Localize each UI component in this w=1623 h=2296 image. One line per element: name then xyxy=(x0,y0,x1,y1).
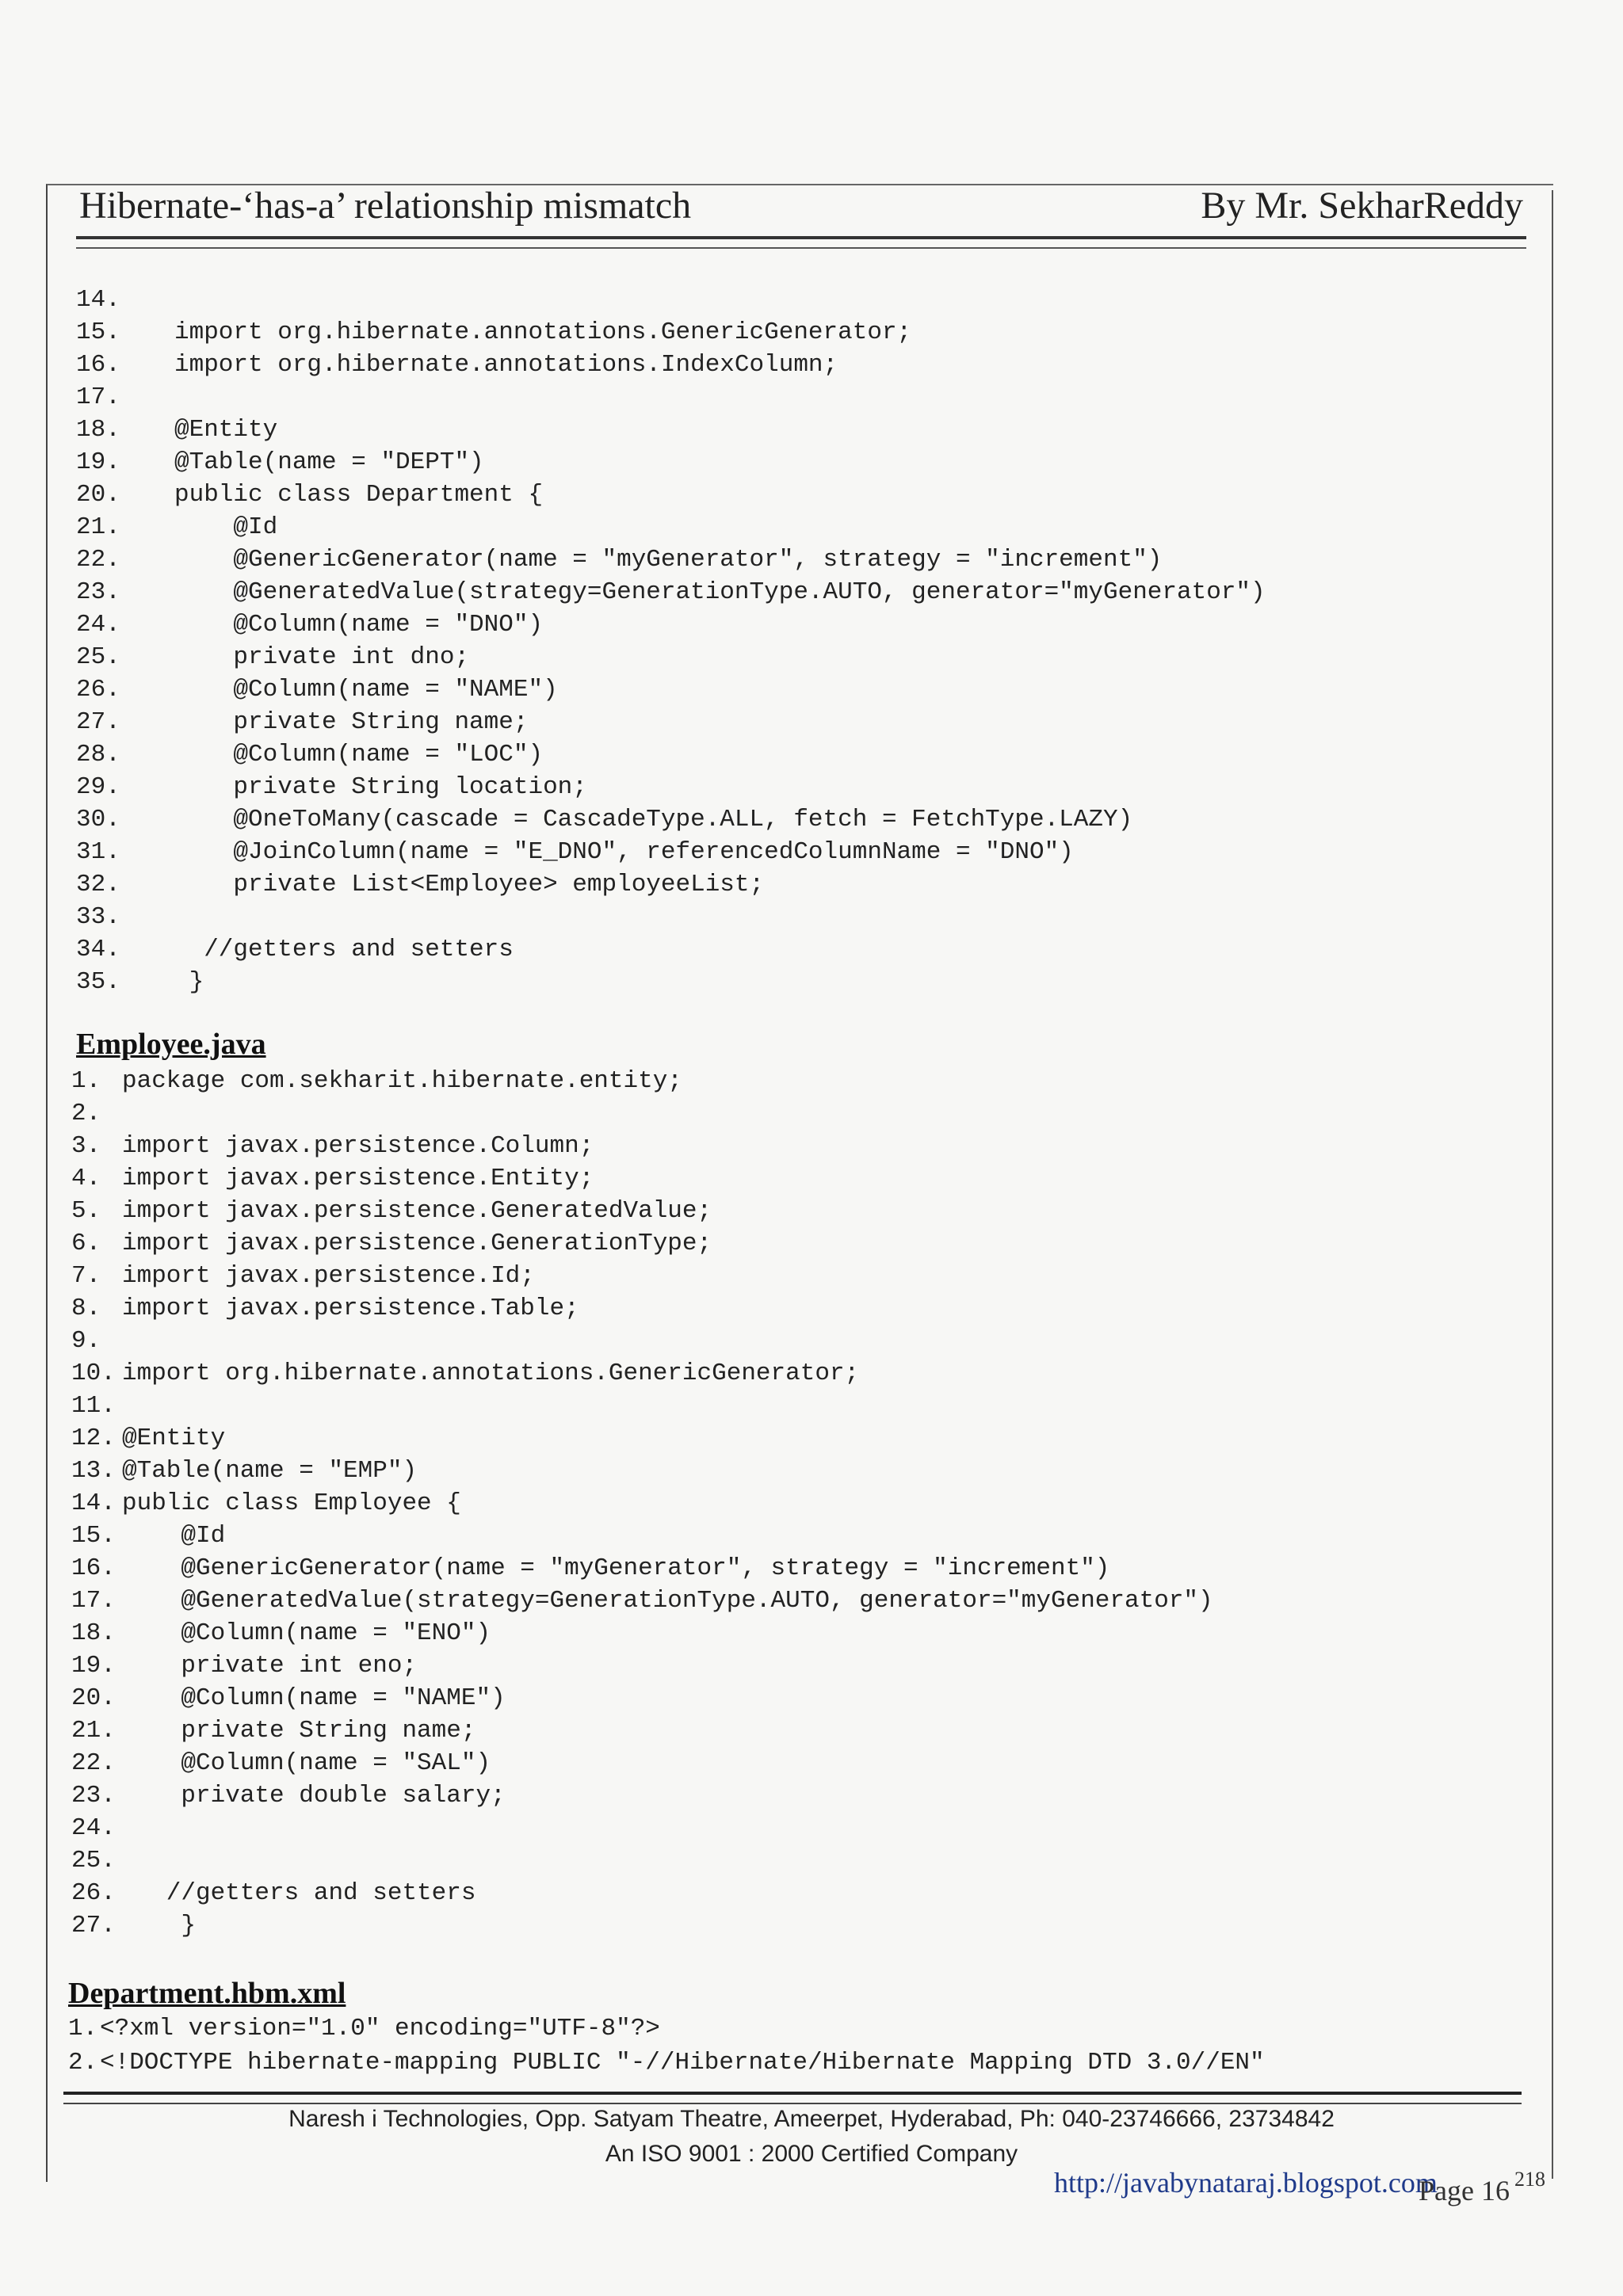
line-number: 13. xyxy=(71,1457,116,1485)
code-text: <!DOCTYPE hibernate-mapping PUBLIC "-//Hibernate/Hibernate Mapping DTD 3.0//EN" xyxy=(100,2049,1265,2077)
code-text: @Id xyxy=(174,513,278,541)
code-line xyxy=(71,1747,491,1779)
line-number: 1. xyxy=(68,2015,98,2042)
code-text: private String name; xyxy=(122,1717,476,1745)
line-number: 32. xyxy=(76,871,120,898)
code-text: @Column(name = "NAME") xyxy=(122,1684,506,1712)
code-line xyxy=(71,1585,1213,1617)
line-number: 14. xyxy=(76,286,120,314)
line-number: 21. xyxy=(76,513,120,541)
line-number: 2. xyxy=(71,1100,101,1127)
code-text: import javax.persistence.Column; xyxy=(122,1132,594,1160)
code-line xyxy=(76,511,277,543)
header-rule xyxy=(76,236,1526,249)
code-text: @Entity xyxy=(174,416,278,444)
line-number: 23. xyxy=(76,578,120,606)
code-text: @OneToMany(cascade = CascadeType.ALL, fetch = FetchType.LAZY) xyxy=(174,806,1133,833)
page-number xyxy=(1419,2168,1545,2207)
code-line xyxy=(76,576,1266,608)
code-line xyxy=(76,316,911,349)
line-number: 20. xyxy=(76,481,120,509)
line-number: 30. xyxy=(76,806,120,833)
line-number: 9. xyxy=(71,1327,101,1355)
footer-address: Naresh i Technologies, Opp. Satyam Theatre, Ameerpet, Hyderabad, Ph: 040-23746666, 23734842 xyxy=(288,2106,1335,2132)
code-line xyxy=(71,1617,491,1650)
code-text: @GenericGenerator(name = "myGenerator", strategy = "increment") xyxy=(122,1554,1110,1582)
line-number: 27. xyxy=(76,708,120,736)
line-number: 11. xyxy=(71,1392,116,1420)
line-number: 8. xyxy=(71,1295,101,1322)
line-number: 20. xyxy=(71,1684,116,1712)
code-line xyxy=(71,1227,712,1260)
line-number: 1. xyxy=(71,1067,101,1095)
line-number: 26. xyxy=(71,1879,116,1907)
code-text: @Column(name = "SAL") xyxy=(122,1749,491,1777)
code-text: @Column(name = "LOC") xyxy=(174,741,544,769)
line-number: 19. xyxy=(76,448,120,476)
code-line xyxy=(71,1260,535,1292)
code-line xyxy=(76,771,587,803)
line-number: 14. xyxy=(71,1489,116,1517)
code-line xyxy=(76,446,484,479)
line-number: 15. xyxy=(71,1522,116,1550)
footer-url[interactable]: http://javabynataraj.blogspot.com xyxy=(1054,2167,1438,2199)
code-line xyxy=(71,1844,122,1877)
code-text: } xyxy=(122,1912,197,1939)
code-line xyxy=(71,1422,225,1455)
line-number: 16. xyxy=(71,1554,116,1582)
code-text: @GeneratedValue(strategy=GenerationType.AUTO, generator="myGenerator") xyxy=(174,578,1266,606)
code-line xyxy=(71,1779,506,1812)
code-text: @Entity xyxy=(122,1425,226,1452)
page-right-edge xyxy=(1552,190,1553,2179)
line-number: 19. xyxy=(71,1652,116,1680)
code-text: import org.hibernate.annotations.GenericGenerator; xyxy=(174,318,912,346)
code-text: public class Department { xyxy=(174,481,544,509)
line-number: 4. xyxy=(71,1165,101,1192)
line-number: 27. xyxy=(71,1912,116,1939)
code-text: import javax.persistence.Entity; xyxy=(122,1165,594,1192)
line-number: 21. xyxy=(71,1717,116,1745)
code-text: private List<Employee> employeeList; xyxy=(174,871,765,898)
line-number: 24. xyxy=(71,1814,116,1842)
code-text: public class Employee { xyxy=(122,1489,461,1517)
code-text: import javax.persistence.Id; xyxy=(122,1262,535,1290)
code-text: @Column(name = "NAME") xyxy=(174,676,558,704)
line-number: 12. xyxy=(71,1425,116,1452)
line-number: 25. xyxy=(76,643,120,671)
code-line xyxy=(76,673,558,706)
code-line xyxy=(71,1455,417,1487)
line-number: 28. xyxy=(76,741,120,769)
code-text: private double salary; xyxy=(122,1782,506,1810)
code-text: package com.sekharit.hibernate.entity; xyxy=(122,1067,682,1095)
code-text: //getters and setters xyxy=(174,936,514,963)
line-number: 16. xyxy=(76,351,120,379)
code-line xyxy=(76,836,1074,868)
code-line xyxy=(71,1390,122,1422)
code-line xyxy=(68,2012,660,2045)
code-line xyxy=(76,803,1132,836)
footer-certification: An ISO 9001 : 2000 Certified Company xyxy=(605,2141,1018,2167)
code-line xyxy=(71,1520,225,1552)
code-line xyxy=(76,868,764,901)
code-line xyxy=(71,1195,712,1227)
code-line xyxy=(71,1357,859,1390)
code-line xyxy=(71,1877,475,1909)
page-label: Page 16 xyxy=(1419,2175,1510,2206)
line-number: 24. xyxy=(76,611,120,639)
header-title: Hibernate-‘has-a’ relationship mismatch xyxy=(79,185,692,227)
code-line xyxy=(76,479,543,511)
line-number: 3. xyxy=(71,1132,101,1160)
code-text: @Column(name = "DNO") xyxy=(174,611,544,639)
code-line xyxy=(76,901,174,933)
code-text: private int eno; xyxy=(122,1652,418,1680)
line-number: 22. xyxy=(76,546,120,574)
code-text: import org.hibernate.annotations.GenericGenerator; xyxy=(122,1360,860,1387)
line-number: 18. xyxy=(76,416,120,444)
code-text: } xyxy=(174,968,204,996)
code-text: @Table(name = "EMP") xyxy=(122,1457,418,1485)
code-text: import javax.persistence.Table; xyxy=(122,1295,579,1322)
header-author: By Mr. SekharReddy xyxy=(1201,185,1523,227)
code-line xyxy=(76,706,528,738)
line-number: 2. xyxy=(68,2049,98,2077)
employee-java-title: Employee.java xyxy=(76,1028,266,1061)
line-number: 5. xyxy=(71,1197,101,1225)
line-number: 26. xyxy=(76,676,120,704)
code-text: @Column(name = "ENO") xyxy=(122,1619,491,1647)
line-number: 10. xyxy=(71,1360,116,1387)
line-number: 31. xyxy=(76,838,120,866)
code-line xyxy=(71,1682,506,1714)
code-line xyxy=(68,2046,1265,2079)
code-line xyxy=(71,1487,461,1520)
code-line xyxy=(71,1097,122,1130)
code-line xyxy=(76,966,204,998)
code-text: import org.hibernate.annotations.IndexColumn; xyxy=(174,351,838,379)
code-line xyxy=(71,1812,122,1844)
line-number: 23. xyxy=(71,1782,116,1810)
line-number: 15. xyxy=(76,318,120,346)
code-line xyxy=(71,1130,594,1162)
code-line xyxy=(76,349,838,381)
code-line xyxy=(76,381,174,414)
code-text: private String location; xyxy=(174,773,587,801)
code-line xyxy=(71,1714,475,1747)
line-number: 6. xyxy=(71,1230,101,1257)
code-line xyxy=(71,1909,196,1942)
code-text: @JoinColumn(name = "E_DNO", referencedColumnName = "DNO") xyxy=(174,838,1074,866)
line-number: 18. xyxy=(71,1619,116,1647)
line-number: 7. xyxy=(71,1262,101,1290)
code-line xyxy=(76,608,543,641)
line-number: 25. xyxy=(71,1847,116,1875)
code-line xyxy=(71,1065,682,1097)
code-text: @GenericGenerator(name = "myGenerator", strategy = "increment") xyxy=(174,546,1163,574)
code-text: <?xml version="1.0" encoding="UTF-8"?> xyxy=(100,2015,660,2042)
code-text: @Id xyxy=(122,1522,226,1550)
line-number: 29. xyxy=(76,773,120,801)
line-number: 17. xyxy=(76,383,120,411)
department-hbm-xml-title: Department.hbm.xml xyxy=(68,1977,346,2010)
line-number: 22. xyxy=(71,1749,116,1777)
code-line xyxy=(76,641,469,673)
line-number: 33. xyxy=(76,903,120,931)
code-line xyxy=(76,738,543,771)
code-text: private int dno; xyxy=(174,643,470,671)
code-line xyxy=(71,1552,1109,1585)
line-number: 34. xyxy=(76,936,120,963)
code-line xyxy=(76,414,277,446)
line-number: 35. xyxy=(76,968,120,996)
code-text: private String name; xyxy=(174,708,529,736)
code-line xyxy=(76,284,174,316)
code-line xyxy=(71,1650,417,1682)
code-text: import javax.persistence.GenerationType; xyxy=(122,1230,712,1257)
scan-page-number: 218 xyxy=(1514,2168,1545,2191)
line-number: 17. xyxy=(71,1587,116,1615)
code-line xyxy=(76,543,1162,576)
code-text: @Table(name = "DEPT") xyxy=(174,448,484,476)
code-line xyxy=(71,1325,122,1357)
code-text: //getters and setters xyxy=(122,1879,476,1907)
code-line xyxy=(76,933,514,966)
code-line xyxy=(71,1292,579,1325)
footer-rule xyxy=(63,2092,1522,2104)
code-text: @GeneratedValue(strategy=GenerationType.AUTO, generator="myGenerator") xyxy=(122,1587,1213,1615)
code-text: import javax.persistence.GeneratedValue; xyxy=(122,1197,712,1225)
page-header xyxy=(79,184,1523,231)
code-line xyxy=(71,1162,594,1195)
